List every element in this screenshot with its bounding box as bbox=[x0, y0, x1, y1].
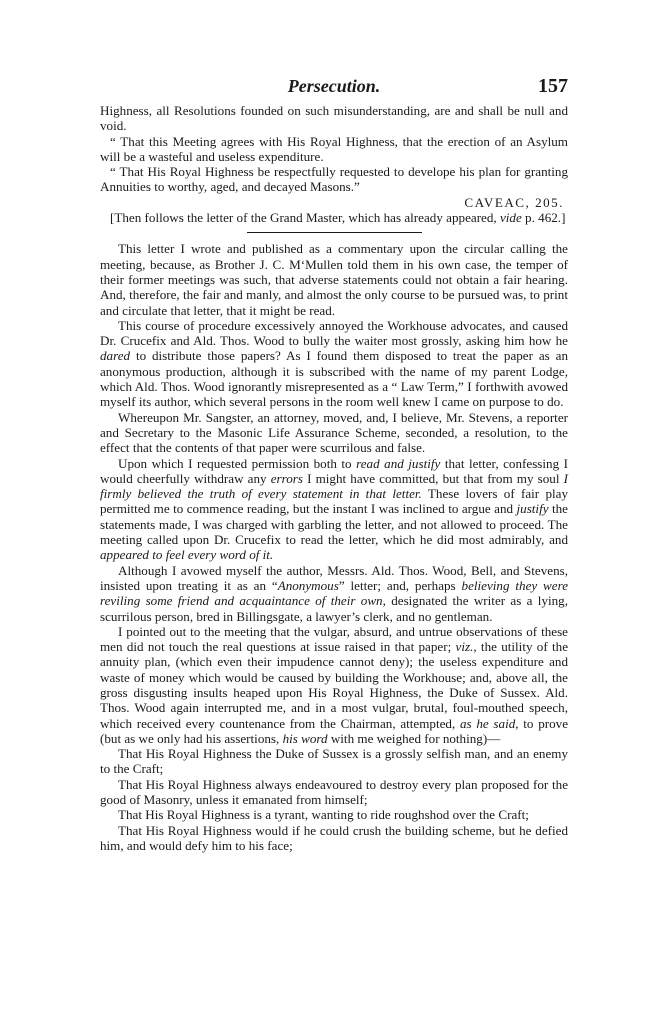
resolution-asylum: “ That this Meeting agrees with His Royal Highness, that the erection of an Asylum will be a wasteful and useless expenditure. bbox=[100, 133, 568, 164]
signature: CAVEAC, 205. bbox=[464, 194, 564, 210]
paragraph-2: This course of procedure excessively annoyed the Workhouse advocates, and caused Dr. Crucefix and Ald. Thos. Wood to bully the waiter most grossly, asking him how he dared to distribute those papers? As I found them disposed to treat the paper as an anonymous production, although it is subscribed with the name of my parent Lodge, which Ald. Thos. Wood ignorantly misrepresented as a “ Law Term,” I forthwith avowed myself its author, which several persons in the room well knew I came on purpose to do. bbox=[100, 317, 568, 410]
paragraph-10: That His Royal Highness would if he could crush the building scheme, but he defied him, and would defy him to his face; bbox=[100, 822, 568, 853]
paragraph-1: This letter I wrote and published as a commentary upon the circular calling the meeting, because, as Brother J. C. M‘Mullen told them in his own case, the temper of their former meetings was such, that adverse statements could not obtain a fair hearing. And, therefore, the fair and manly, and almost the only course to be pursued was, to print and circulate that letter, that it might be read. bbox=[100, 241, 568, 318]
paragraph-4: Upon which I requested permission both to read and justify that letter, confessing I would cheerfully withdraw any errors I might have committed, but that from my soul I firmly believed the truth of every statement in that letter. These lovers of fair play permitted me to commence reading, but the instant I was inclined to argue and justify the statements made, I was charged with garbling the letter, and not allowed to proceed. The meeting called upon Dr. Crucefix to read the letter, which he did most admirably, and appeared to feel every word of it. bbox=[100, 455, 568, 563]
paragraph-3: Whereupon Mr. Sangster, an attorney, moved, and, I believe, Mr. Stevens, a reporter and Secretary to the Masonic Life Assurance Scheme, seconded, a resolution, to the effect that the contents of that paper were scurrilous and false. bbox=[100, 409, 568, 456]
page-number: 157 bbox=[538, 75, 568, 97]
paragraph-6: I pointed out to the meeting that the vulgar, absurd, and untrue observations of these men did not touch the real questions at issue raised in that paper; viz., the utility of the annuity plan, (which even their impudence cannot deny); the useless expenditure and waste of money which would be caused by building the Workhouse; and, above all, the gross disgusting insults heaped upon His Royal Highness, the Duke of Sussex. Ald. Thos. Wood again interrupted me, and in a most vulgar, brutal, foul-mouthed speech, which received every countenance from the Chairman, attempted, as he said, to prove (but as we only had his assertions, his word with me weighed for nothing)— bbox=[100, 623, 569, 746]
body-text bbox=[100, 103, 568, 853]
section-divider bbox=[247, 232, 422, 233]
resolution-continuation: Highness, all Resolutions founded on such misunderstanding, are and shall be null and void. bbox=[100, 103, 568, 134]
editorial-note: [Then follows the letter of the Grand Master, which has already appeared, vide p. 462.] bbox=[110, 210, 566, 226]
running-title: Persecution. bbox=[287, 76, 381, 96]
paragraph-5: Although I avowed myself the author, Messrs. Ald. Thos. Wood, Bell, and Stevens, insisted upon treating it as an “Anonymous” letter; and, perhaps believing they were reviling some friend and acquaintance of their own, designated the writer as a lying, scurrilous person, bred in Billingsgate, a lawyer’s clerk, and no gentleman. bbox=[100, 562, 569, 624]
paragraph-9: That His Royal Highness is a tyrant, wanting to ride roughshod over the Craft; bbox=[118, 807, 529, 823]
resolution-annuities: “ That His Royal Highness be respectfully requested to develope his plan for granting Annuities to worthy, aged, and decayed Masons.” bbox=[100, 164, 568, 195]
paragraph-8: That His Royal Highness always endeavoured to destroy every plan proposed for the good of Masonry, unless it emanated from himself; bbox=[100, 776, 568, 808]
paragraph-7: That His Royal Highness the Duke of Sussex is a grossly selfish man, and an enemy to the Craft; bbox=[100, 746, 568, 777]
running-header bbox=[100, 74, 568, 98]
